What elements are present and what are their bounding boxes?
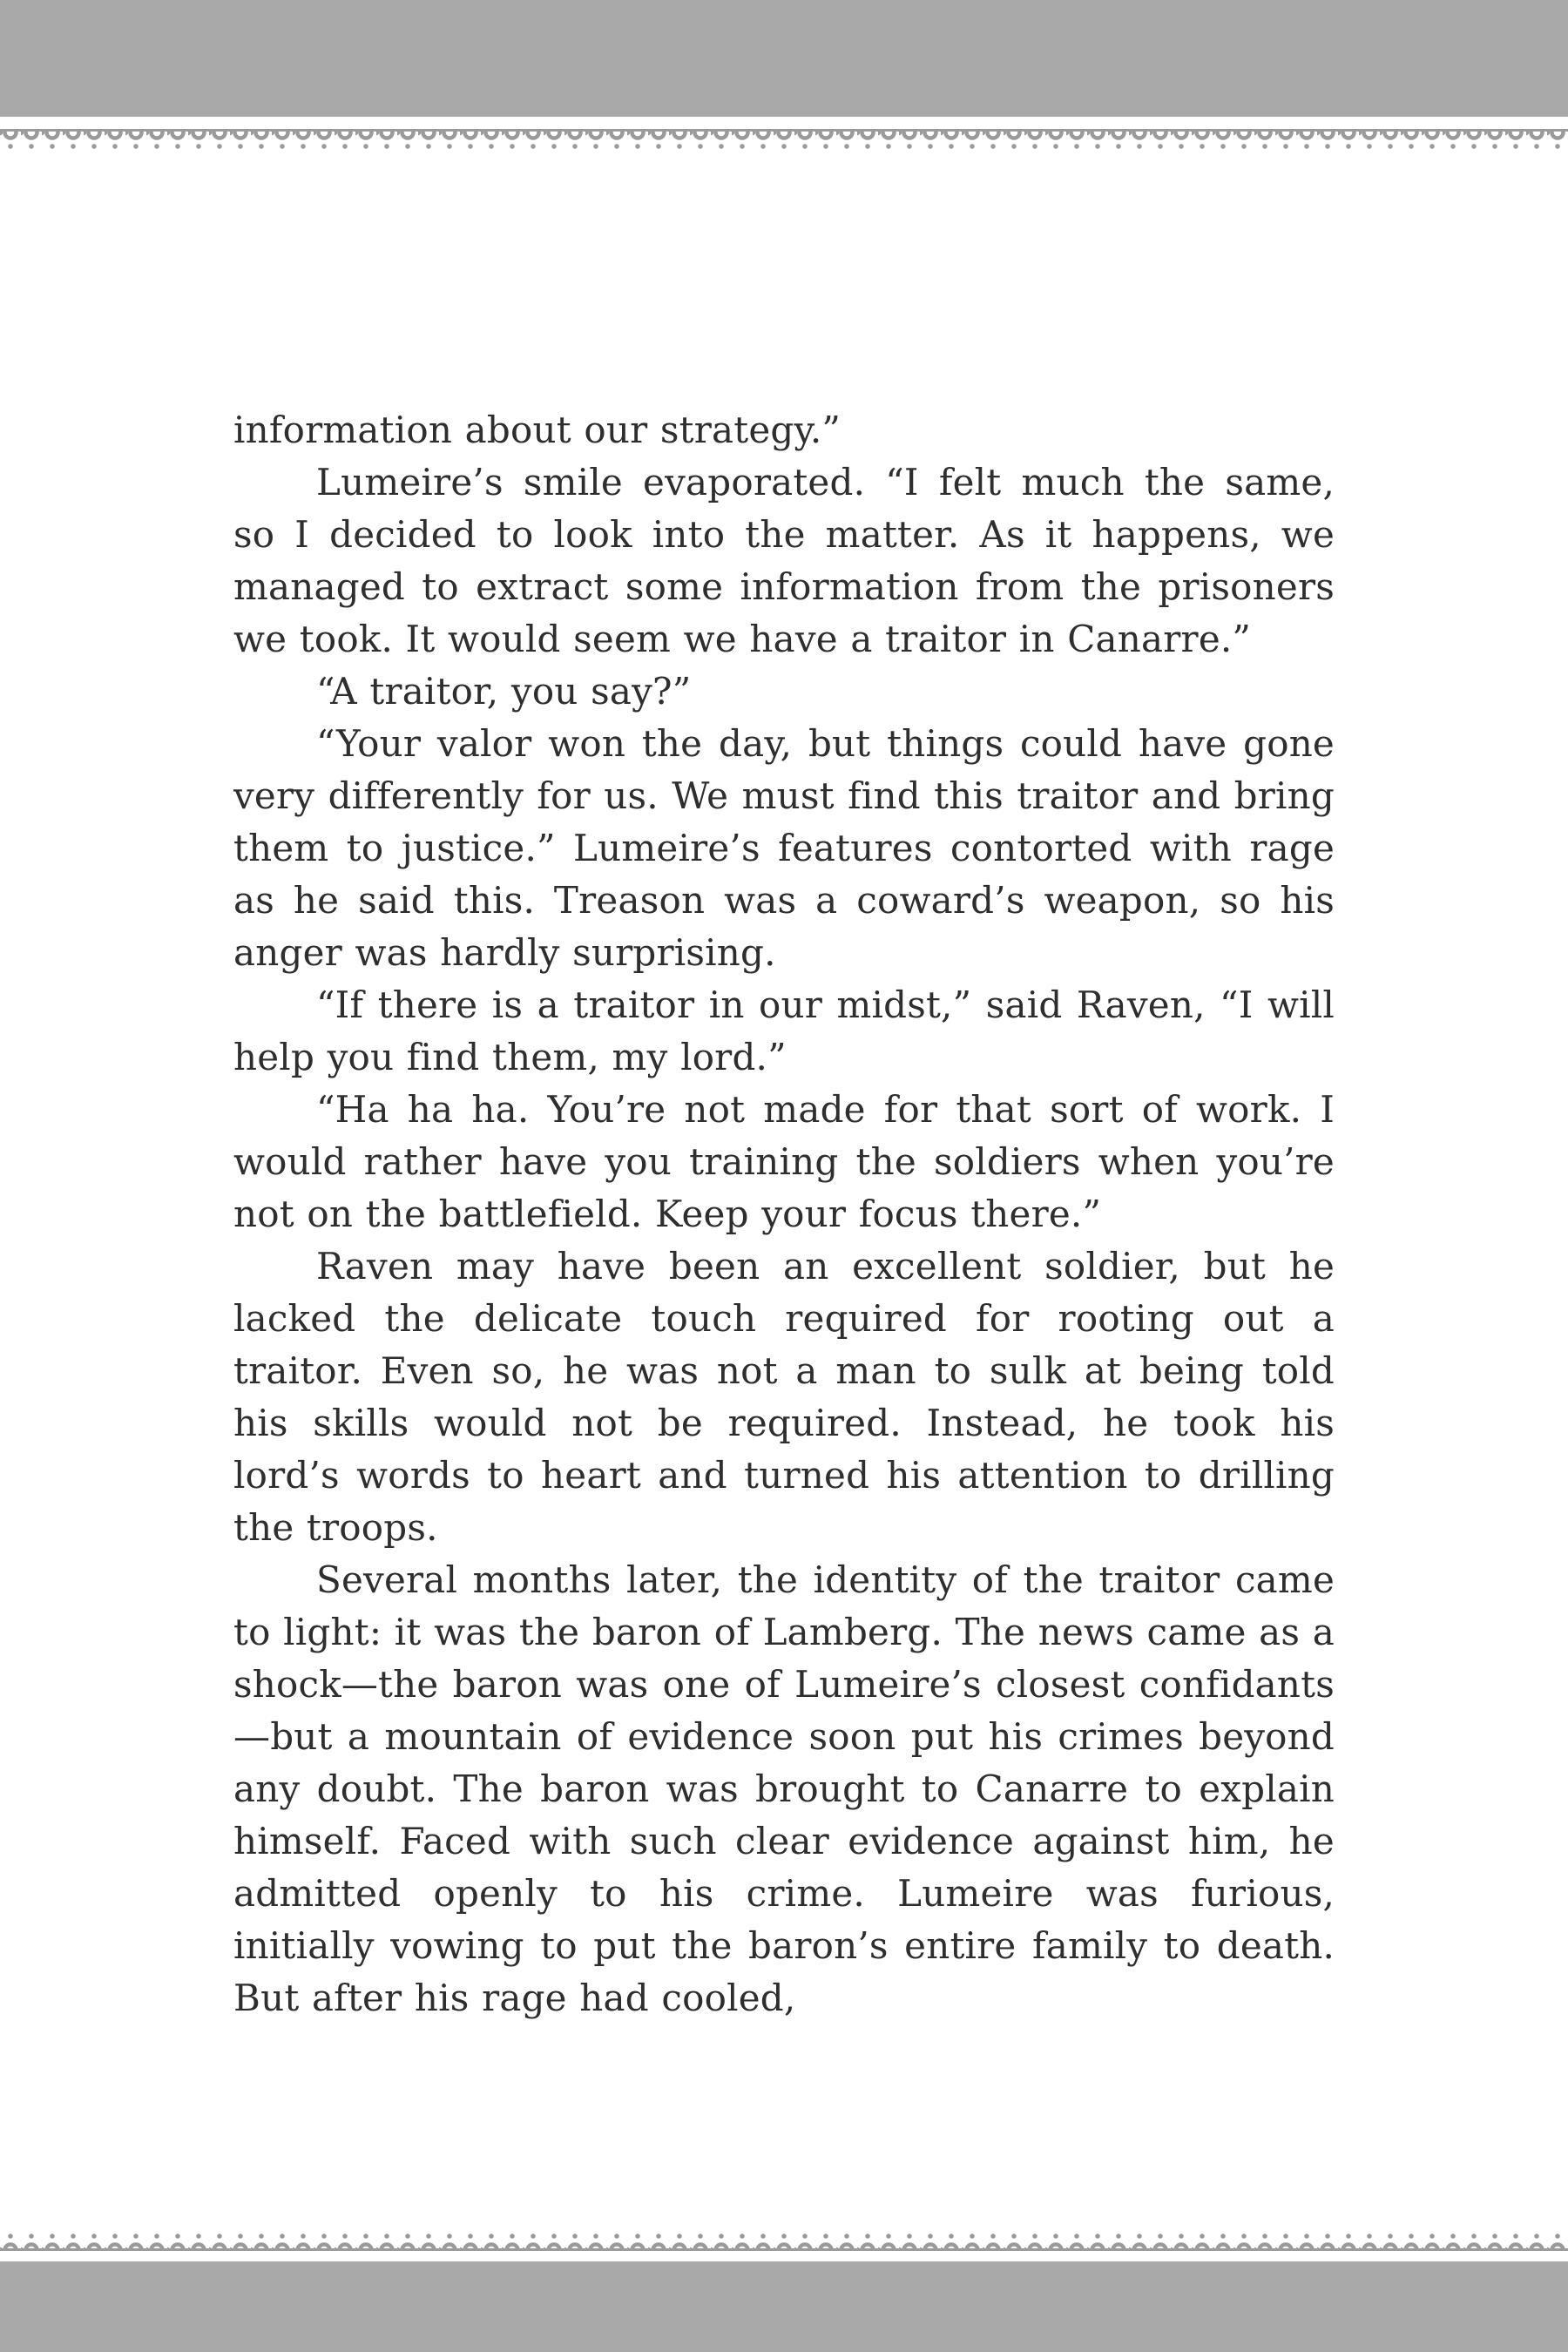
paragraph: Raven may have been an excellent soldier, but he lacked the delicate touch required for rooting out a traitor. Even so, he was not a man to sulk at being told his skills would not be required. Instead, he took his lord’s words to heart and turned his attention to drilling the troops. <box>233 1245 1335 1549</box>
page-text-area[interactable] <box>0 153 1568 2227</box>
paragraph: “A traitor, you say?” <box>316 670 692 713</box>
ornamental-border-top <box>0 129 1568 153</box>
paragraph: information about our strategy.” <box>233 409 841 451</box>
paragraph: Several months later, the identity of the traitor came to light: it was the baron of Lamberg. The news came as a shock—the baron was one of Lumeire’s closest confidants—but a mountain of evidence soon put his crimes beyond any doubt. The baron was brought to Canarre to explain himself. Faced with such clear evidence against him, he admitted openly to his crime. Lumeire was furious, initially vowing to put the baron’s entire family to death. But after his rage had cooled, <box>233 1558 1335 2019</box>
paragraph: “If there is a traitor in our midst,” said Raven, “I will help you find them, my lord.” <box>233 983 1335 1078</box>
ornamental-border-bottom <box>0 2227 1568 2251</box>
page-frame-top <box>0 0 1568 117</box>
paragraph: “Ha ha ha. You’re not made for that sort of work. I would rather have you training the soldiers when you’re not on the battlefield. Keep your focus there.” <box>233 1088 1335 1235</box>
paragraph: “Your valor won the day, but things could have gone very differently for us. We must find this traitor and bring them to justice.” Lumeire’s features contorted with rage as he said this. Treason was a coward’s weapon, so his anger was hardly surprising. <box>233 722 1335 974</box>
page-frame-bottom <box>0 2261 1568 2352</box>
paragraph: Lumeire’s smile evaporated. “I felt much the same, so I decided to look into the matter. As it happens, we managed to extract some information from the prisoners we took. It would seem we have a traitor in Canarre.” <box>233 461 1335 660</box>
